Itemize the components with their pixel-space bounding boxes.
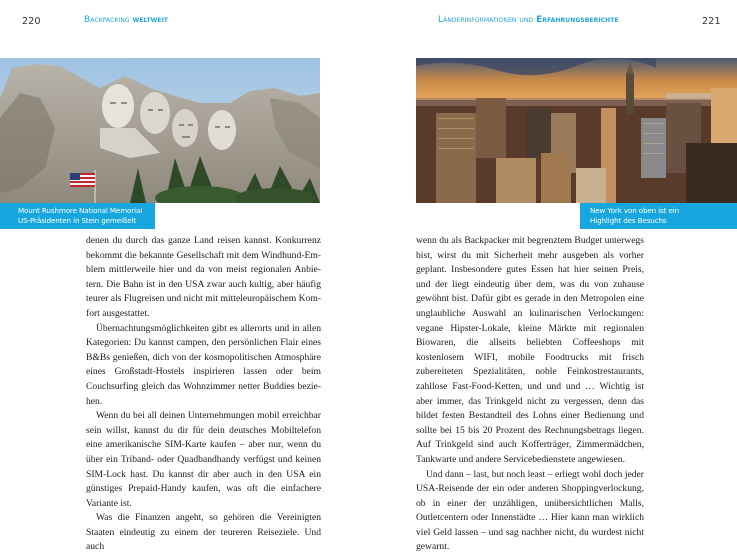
running-head-bold: Erfahrungsberichte [536,15,619,25]
running-head-normal: Länderinformationen und [438,15,536,25]
new-york-skyline-image [416,58,737,203]
page-number: 221 [702,16,721,27]
new-york-skyline-photo [416,58,737,203]
caption-line: Mount Rushmore National Memorial [18,206,155,216]
right-page [369,0,737,539]
paragraph: wenn du als Backpacker mit begrenztem Budget unterwegs bist, wirst du mit Sicherheit mehr ausgeben als vorher geplant. Insbesondere gutes Essen hat hier seinen Preis, und der liegt eindeutig über dem, was du von zuhause gewöhnt bist. Dafür gibt es gerade in den Metropolen eine unglaubliche Auswahl an kulinarischen Verlockungen: vegane Hipster-Lokale, kleine Märkte mit regionalen Biowaren, die allseits beliebten Coffeeshops mit kostenlosem WIFI, mobile Foodtrucks mit frisch zubereiteten Spezialitäten, noble Feinkostrestaurants, zahllose Fast-Food-Ketten, und und und … Wichtig ist aber immer, das Trinkgeld nicht zu vergessen, denn das bildet festen Bestandteil des Lohns einer Bedienung und sollte bei 15 bis 20 Prozent des Rechnungsbetrags liegen. Auf Trinkgeld sind auch Kofferträger, Zimmermädchen, Tankwarte und andere Servicebedienstete angewiesen. [416,234,644,468]
photo-caption [580,203,737,229]
mount-rushmore-image [0,58,320,203]
running-head-bold: weltweit [133,15,168,25]
caption-line: Highlight des Besuchs [590,216,737,226]
running-head [84,15,168,25]
body-text [86,234,321,555]
running-head [438,15,619,25]
running-head-normal: Backpacking [84,15,133,25]
page-number: 220 [22,16,41,27]
mount-rushmore-photo [0,58,320,203]
paragraph: denen du durch das ganze Land reisen kannst. Konkurrenz bekommt die bekannte Gesellschaft mit dem Windhund-Emblem mittlerweile hier und da von meist regionalen Anbietern. Die Bahn ist in den USA zwar auch kultig, aber häufig teurer als Flugreisen und nicht mit mitteleuropäischem Komfort ausgestattet. [86,234,321,322]
body-text [416,234,644,555]
caption-line: New York von oben ist ein [590,206,737,216]
paragraph: Und dann – last, but noch least – erliegt wohl doch jeder USA-Reisende der ein oder anderen Shoppingverlockung, ob in einer der unzähligen, unübersichtlichen Malls, Outletcentern oder Innenstädte … Hier kann man wirklich viel Geld lassen – und sag nachher nicht, du wurdest nicht gewarnt. [416,468,644,555]
paragraph: Was die Finanzen angeht, so gehören die Vereinigten Staaten eindeutig zu einem der teureren Reiseziele. Und auch [86,511,321,555]
paragraph: Übernachtungsmöglichkeiten gibt es allerorts und in allen Kategorien: Du kannst campen, den persönlichen Flair eines B&Bs genießen, dich von der kosmopolitischen Atmosphäre eines Großstadt-Hostels inspirieren lassen oder beim Couchsurfing gleich das Wohnzimmer netter Buddies beziehen. [86,322,321,410]
caption-line: US-Präsidenten in Stein gemeißelt [18,216,155,226]
photo-caption [0,203,155,229]
left-page [0,0,368,539]
paragraph: Wenn du bei all deinen Unternehmungen mobil erreichbar sein willst, kannst du dir für dein deutsches Mobiltelefon eine amerikanische SIM-Karte kaufen – aber nur, wenn du über ein Triband- oder Quadbandhandy verfügst und keinen SIM-Lock hast. Du kannst dir aber auch in den USA ein günstiges Prepaid-Handy kaufen, was oft die einfachere Variante ist. [86,409,321,511]
